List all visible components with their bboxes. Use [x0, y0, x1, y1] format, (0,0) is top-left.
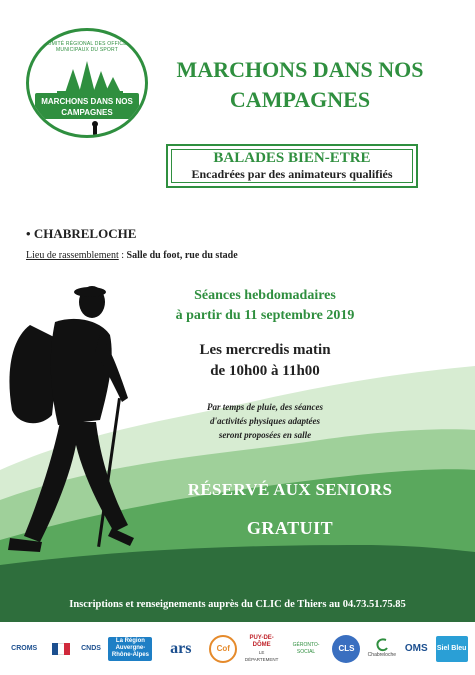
chabreloche-label: Chabreloche — [367, 652, 397, 658]
balades-title: BALADES BIEN-ETRE — [213, 150, 371, 166]
schedule-line1: Les mercredis matin — [199, 342, 331, 358]
free-label: GRATUIT — [246, 518, 334, 538]
ars-logo: ars — [170, 640, 192, 657]
region-logo: La Région Auvergne-Rhône-Alpes — [108, 637, 152, 661]
french-flag-icon — [52, 643, 70, 655]
schedule-line2: de 10h00 à 11h00 — [210, 363, 320, 379]
rain-line1: Par temps de pluie, des séances — [207, 402, 323, 412]
contact-info: Inscriptions et renseignements auprès du CLIC de Thiers au 04.73.51.75.85 — [69, 599, 406, 610]
location-name — [26, 226, 136, 242]
partner-logos — [0, 622, 475, 675]
puy-label: PUY-DE-DÔME — [249, 634, 274, 648]
page-title — [150, 55, 450, 115]
cnds-logo: CNDS — [81, 645, 101, 652]
marchons-logo — [26, 28, 148, 138]
croms-logo: CROMS — [11, 645, 38, 652]
rain-line2: d'activités physiques adaptées — [210, 416, 320, 426]
geronto-logo: GÉRONTO-SOCIAL — [292, 641, 320, 655]
siel-bleu-logo: Siel Bleu — [436, 636, 468, 662]
rain-line3: seront proposées en salle — [218, 430, 312, 440]
chabreloche-logo — [367, 632, 397, 666]
reserved-seniors: RÉSERVÉ AUX SENIORS — [187, 480, 393, 499]
location-label: CHABRELOCHE — [33, 226, 137, 241]
bullet: • — [26, 226, 31, 241]
meeting-place — [26, 250, 238, 261]
meeting-sep: : — [118, 250, 127, 261]
oms-logo: OMS — [404, 643, 428, 654]
chabreloche-icon — [376, 638, 388, 652]
cls-logo: CLS — [332, 635, 360, 663]
logo-arc-text: COMITÉ RÉGIONAL DES OFFICES MUNICIPAUX DU SPORT — [43, 41, 131, 53]
cof-logo: Cof — [209, 635, 237, 663]
meeting-value: Salle du foot, rue du stade — [126, 250, 238, 261]
title-line1: MARCHONS DANS NOS — [176, 57, 424, 82]
meeting-label: Lieu de rassemblement — [26, 250, 119, 261]
title-line2: CAMPAGNES — [229, 87, 371, 112]
balades-box — [166, 144, 418, 188]
sessions-info — [150, 286, 380, 326]
sessions-line2: à partir du 11 septembre 2019 — [175, 308, 355, 323]
logo-banner-line1: MARCHONS DANS NOS — [41, 97, 133, 106]
puy-sub: LE DÉPARTEMENT — [244, 649, 279, 662]
logo-banner — [35, 93, 139, 119]
sessions-line1: Séances hebdomadaires — [194, 288, 336, 303]
republique-logo — [48, 632, 74, 666]
rain-notice — [170, 400, 360, 442]
puy-de-dome-logo — [244, 632, 280, 666]
balades-subtitle: Encadrées par des animateurs qualifiés — [191, 167, 393, 181]
schedule-info — [170, 340, 360, 382]
logo-banner-line2: CAMPAGNES — [61, 108, 113, 117]
